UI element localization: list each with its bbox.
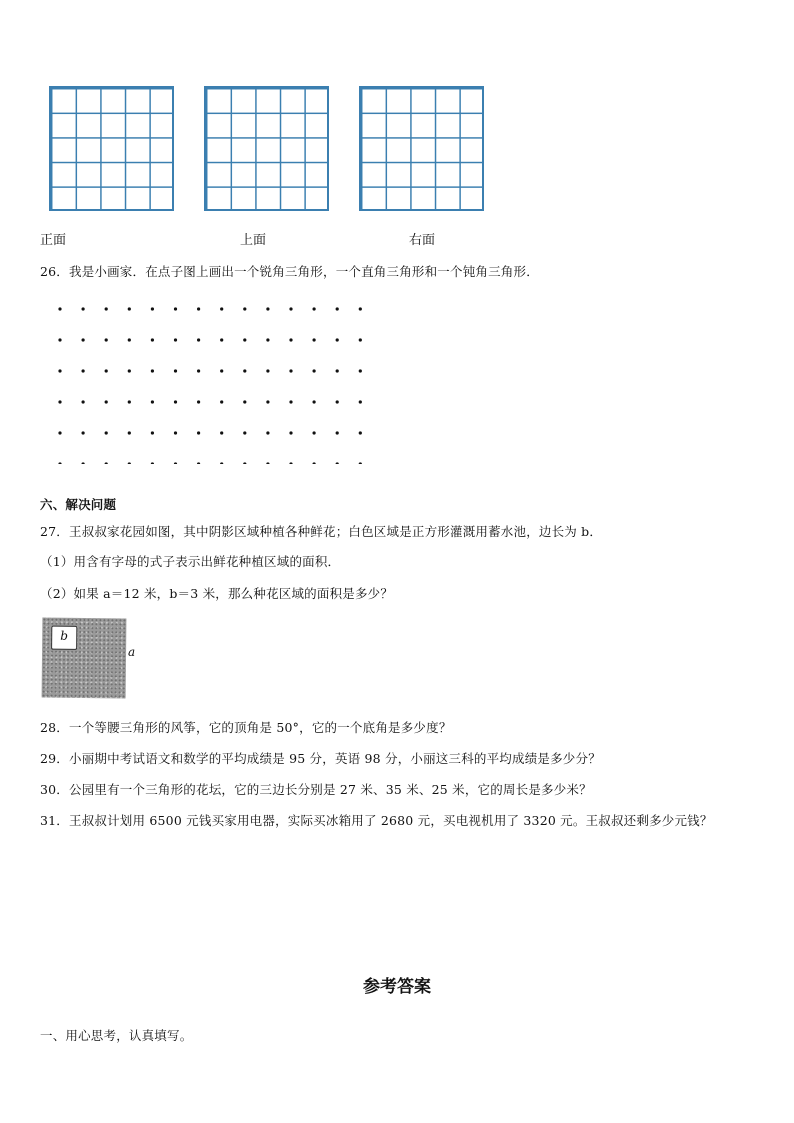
figure-label-a: a [128, 645, 136, 659]
question-29: 29．小丽期中考试语文和数学的平均成绩是 95 分，英语 98 分，小丽这三科的平均成绩是多少分？ [40, 751, 601, 766]
dot [197, 400, 200, 403]
dot [336, 369, 339, 372]
dot [197, 307, 200, 310]
question-31: 31．王叔叔计划用 6500 元钱买家用电器，实际买冰箱用了 2680 元，买电视机用了 3320 元。王叔叔还剩多少元钱？ [40, 813, 713, 828]
front-view-label: 正面 [40, 233, 67, 248]
dot [128, 338, 131, 341]
dot [174, 369, 177, 372]
dot [313, 431, 316, 434]
dot [359, 307, 362, 310]
right-view-label: 右面 [409, 233, 436, 248]
dot [266, 338, 269, 341]
dot [266, 307, 269, 310]
dot [243, 462, 246, 464]
dot [197, 338, 200, 341]
dot [82, 307, 85, 310]
dot [82, 462, 85, 464]
dot [359, 462, 362, 464]
dot [313, 400, 316, 403]
dot [105, 369, 108, 372]
dot [220, 462, 223, 464]
dot [289, 431, 292, 434]
dot [243, 431, 246, 434]
dot [58, 462, 61, 464]
dot [58, 400, 61, 403]
dot [174, 431, 177, 434]
dot [82, 431, 85, 434]
dot [220, 431, 223, 434]
dot [197, 431, 200, 434]
dot [243, 338, 246, 341]
dot [105, 338, 108, 341]
dot [128, 400, 131, 403]
dot [289, 307, 292, 310]
question-30: 30．公园里有一个三角形的花坛，它的三边长分别是 27 米、35 米、25 米，它的周长是多少米？ [40, 782, 592, 797]
dot [197, 462, 200, 464]
dot-grid [58, 304, 368, 464]
dot [336, 338, 339, 341]
dot [313, 369, 316, 372]
dot [105, 307, 108, 310]
dot [128, 431, 131, 434]
dot [289, 462, 292, 464]
dot [266, 369, 269, 372]
dot [220, 338, 223, 341]
dot [151, 462, 154, 464]
question-27: 27．王叔叔家花园如图，其中阴影区域种植各种鲜花；白色区域是正方形灌溉用蓄水池，边长为 b． [40, 524, 603, 539]
dot [359, 369, 362, 372]
question-27-part-2: （2）如果 a＝12 米，b＝3 米，那么种花区域的面积是多少？ [40, 586, 394, 601]
dot [58, 431, 61, 434]
question-26: 26．我是小画家．在点子图上画出一个锐角三角形，一个直角三角形和一个钝角三角形． [40, 264, 539, 279]
dot [197, 369, 200, 372]
dot [289, 338, 292, 341]
dot [289, 400, 292, 403]
dot [266, 462, 269, 464]
dot [336, 462, 339, 464]
dot [243, 307, 246, 310]
answer-title: 参考答案 [363, 977, 431, 997]
dot [266, 400, 269, 403]
dot [105, 462, 108, 464]
dot [82, 338, 85, 341]
dot [359, 431, 362, 434]
garden-figure [42, 618, 127, 699]
dot [313, 462, 316, 464]
dot [266, 431, 269, 434]
dot [151, 400, 154, 403]
dot [151, 307, 154, 310]
dot [174, 338, 177, 341]
dot [220, 307, 223, 310]
top-view-label: 上面 [240, 233, 267, 248]
dot [220, 369, 223, 372]
top-view-grid [204, 86, 329, 211]
dot [58, 307, 61, 310]
dot [336, 307, 339, 310]
dot [58, 338, 61, 341]
dot [313, 338, 316, 341]
dot [128, 462, 131, 464]
dot [174, 462, 177, 464]
dot [336, 400, 339, 403]
dot [128, 369, 131, 372]
question-28: 28．一个等腰三角形的风筝，它的顶角是 50°，它的一个底角是多少度？ [40, 720, 452, 735]
dot [58, 369, 61, 372]
dot [243, 400, 246, 403]
dot [151, 369, 154, 372]
dot [105, 400, 108, 403]
dot [174, 307, 177, 310]
dot [82, 369, 85, 372]
pool-square [51, 626, 77, 650]
dot [82, 400, 85, 403]
dot [174, 400, 177, 403]
dot [220, 400, 223, 403]
dot [105, 431, 108, 434]
dot [128, 307, 131, 310]
dot [289, 369, 292, 372]
section-6-heading: 六、解决问题 [40, 497, 117, 512]
dot [243, 369, 246, 372]
dot [313, 307, 316, 310]
figure-label-b: b [60, 628, 68, 643]
front-view-grid [49, 86, 174, 211]
dot [151, 431, 154, 434]
question-27-part-1: （1）用含有字母的式子表示出鲜花种植区域的面积． [40, 554, 341, 569]
dot [359, 400, 362, 403]
dot [336, 431, 339, 434]
right-view-grid [359, 86, 484, 211]
answer-section-1: 一、用心思考，认真填写。 [40, 1028, 193, 1043]
dot [151, 338, 154, 341]
dot [359, 338, 362, 341]
